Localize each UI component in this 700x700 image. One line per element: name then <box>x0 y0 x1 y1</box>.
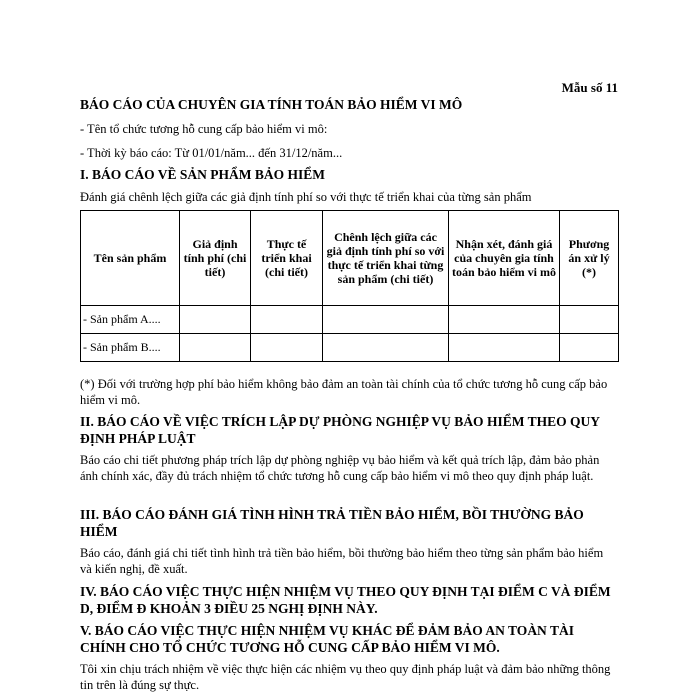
column-header-premium-assumption: Giả định tính phí (chi tiết) <box>180 211 251 306</box>
reporting-period-line: - Thời kỳ báo cáo: Từ 01/01/năm... đến 31/12/năm... <box>80 146 343 160</box>
table-cell <box>323 334 449 362</box>
table-cell <box>251 334 323 362</box>
section-5-body: Tôi xin chịu trách nhiệm về việc thực hiện các nhiệm vụ theo quy định pháp luật và đảm bảo những thông tin trên là đúng sự thực. <box>80 662 611 692</box>
column-header-difference: Chênh lệch giữa các giả định tính phí so với thực tế triển khai từng sản phẩm (chi tiết) <box>323 211 449 306</box>
table-footnote: (*) Đối với trường hợp phí bảo hiểm không bảo đảm an toàn tài chính của tổ chức tương hỗ cung cấp bảo hiểm vi mô. <box>80 377 608 407</box>
table-row <box>81 334 619 362</box>
table-cell <box>323 306 449 334</box>
table-cell-product: - Sản phẩm B.... <box>81 334 180 362</box>
report-title: BÁO CÁO CỦA CHUYÊN GIA TÍNH TOÁN BẢO HIỂM VI MÔ <box>80 97 463 112</box>
section-2-body: Báo cáo chi tiết phương pháp trích lập dự phòng nghiệp vụ bảo hiểm và kết quả trích lập, đảm bảo phản ánh chính xác, đầy đủ trách nhiệm tổ chức tương hỗ cung cấp bảo hiểm vi mô theo quy định pháp luật. <box>80 453 600 483</box>
table-row <box>81 306 619 334</box>
table-cell <box>180 334 251 362</box>
table-cell <box>449 334 560 362</box>
table-cell <box>449 306 560 334</box>
section-3-heading: III. BÁO CÁO ĐÁNH GIÁ TÌNH HÌNH TRẢ TIỀN BẢO HIỂM, BỒI THƯỜNG BẢO HIỂM <box>80 507 584 539</box>
table-cell-product: - Sản phẩm A.... <box>81 306 180 334</box>
column-header-handling-plan: Phương án xử lý (*) <box>560 211 619 306</box>
section-5-heading: V. BÁO CÁO VIỆC THỰC HIỆN NHIỆM VỤ KHÁC ĐỂ ĐẢM BẢO AN TOÀN TÀI CHÍNH CHO TỔ CHỨC TƯƠNG HỖ CUNG CẤP BẢO HIỂM VI MÔ. <box>80 623 574 655</box>
table-cell <box>251 306 323 334</box>
section-3-body: Báo cáo, đánh giá chi tiết tình hình trả tiền bảo hiểm, bồi thường bảo hiểm theo từng sản phẩm bảo hiểm và kiến nghị, đề xuất. <box>80 546 604 576</box>
form-number: Mẫu số 11 <box>561 80 618 95</box>
column-header-product-name: Tên sản phẩm <box>81 211 180 306</box>
organization-line: - Tên tổ chức tương hỗ cung cấp bảo hiểm vi mô: <box>80 122 328 136</box>
section-1-heading: I. BÁO CÁO VỀ SẢN PHẨM BẢO HIỂM <box>80 167 326 182</box>
column-header-expert-assessment: Nhận xét, đánh giá của chuyên gia tính toán bảo hiểm vi mô <box>449 211 560 306</box>
section-2-heading: II. BÁO CÁO VỀ VIỆC TRÍCH LẬP DỰ PHÒNG NGHIỆP VỤ BẢO HIỂM THEO QUY ĐỊNH PHÁP LUẬT <box>80 414 600 446</box>
section-1-intro: Đánh giá chênh lệch giữa các giả định tính phí so với thực tế triển khai của từng sản phẩm <box>80 190 532 204</box>
table-cell <box>560 334 619 362</box>
section-4-heading: IV. BÁO CÁO VIỆC THỰC HIỆN NHIỆM VỤ THEO QUY ĐỊNH TẠI ĐIỂM C VÀ ĐIỂM D, ĐIỂM Đ KHOẢN 3 ĐIỀU 25 NGHỊ ĐỊNH NÀY. <box>80 584 611 616</box>
column-header-actual-implementation: Thực tế triển khai (chi tiết) <box>251 211 323 306</box>
product-assessment-table <box>80 210 619 362</box>
table-cell <box>560 306 619 334</box>
table-cell <box>180 306 251 334</box>
table-header-row <box>81 211 619 306</box>
